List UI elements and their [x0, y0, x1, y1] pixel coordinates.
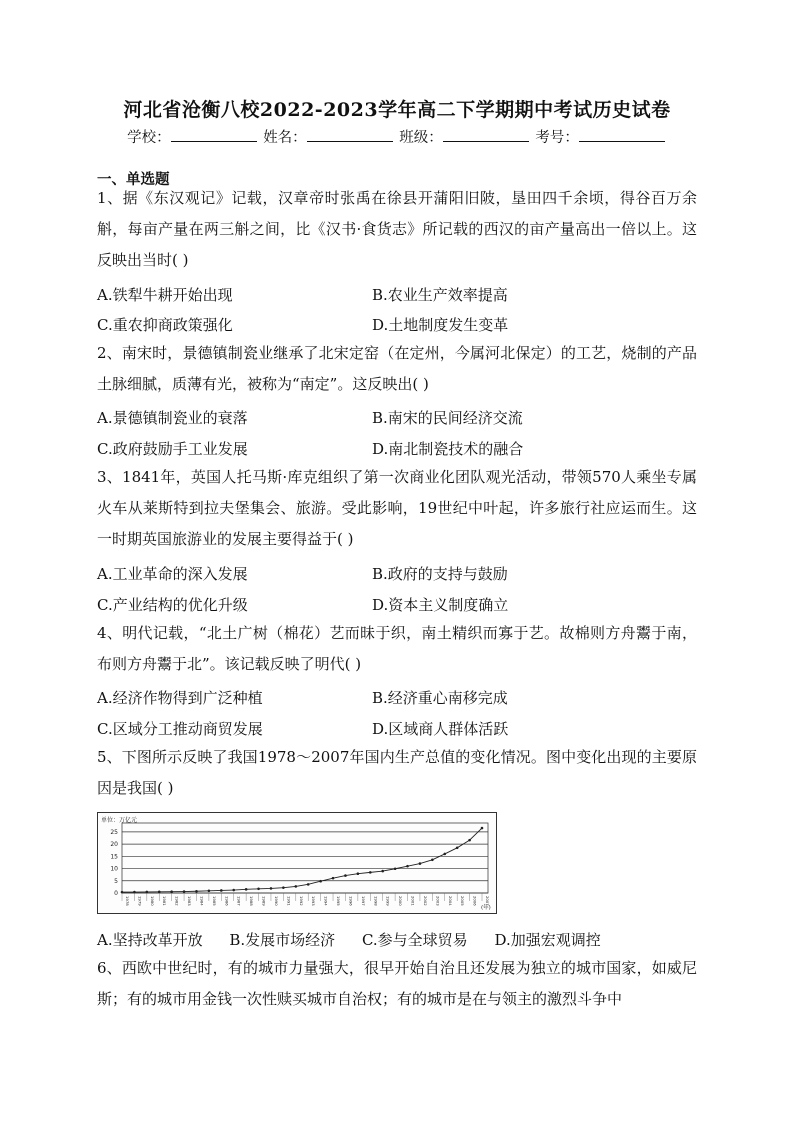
- question-1-option-a[interactable]: A.铁犁牛耕开始出现: [97, 286, 233, 304]
- chart-plot-frame: [122, 823, 488, 893]
- chart-x-tick-label: 2005: [460, 896, 466, 906]
- number-blank[interactable]: [579, 129, 665, 142]
- chart-data-point: [183, 890, 186, 893]
- student-info-line: [0, 126, 794, 147]
- question-4-option-c[interactable]: C.区域分工推动商贸发展: [97, 720, 263, 738]
- chart-y-tick-label: 5: [114, 877, 118, 885]
- gdp-chart-svg: [98, 813, 496, 913]
- question-2-stem: 2、南宋时，景德镇制瓷业继承了北宋定窑（在定州，今属河北保定）的工艺，烧制的产品土脉细腻，质薄有光，被称为“南定”。这反映出( ): [97, 344, 697, 393]
- chart-grid: [122, 823, 488, 893]
- number-label: 考号：: [535, 130, 579, 146]
- chart-data-point: [133, 891, 136, 894]
- chart-data-point: [381, 870, 384, 873]
- school-blank[interactable]: [171, 129, 257, 142]
- chart-y-tick-label: 20: [110, 841, 118, 849]
- question-3-options-row-2: [97, 594, 697, 618]
- chart-data-point: [419, 862, 422, 865]
- school-label: 学校：: [127, 130, 171, 146]
- chart-x-tick-label: 2007: [485, 896, 490, 906]
- question-1-options-row-1: [97, 284, 697, 308]
- question-2-options-row-1: [97, 407, 697, 431]
- question-2-option-d[interactable]: D.南北制瓷技术的融合: [372, 440, 524, 458]
- question-5-option-d[interactable]: D.加强宏观调控: [494, 931, 601, 949]
- chart-data-point: [208, 890, 211, 893]
- chart-y-tick-label: 15: [110, 853, 118, 861]
- chart-series: [121, 827, 484, 894]
- question-3-options-row-1: [97, 563, 697, 587]
- chart-x-tick-label: 1993: [311, 896, 317, 906]
- question-2-option-c[interactable]: C.政府鼓励手工业发展: [97, 440, 248, 458]
- chart-data-point: [468, 839, 471, 842]
- chart-x-tick-label: 1980: [149, 896, 155, 906]
- chart-x-tick-label: 2001: [410, 896, 416, 906]
- chart-x-tick-label: 1994: [323, 896, 329, 906]
- chart-data-point: [369, 871, 372, 874]
- chart-y-tick-label: 0: [114, 890, 118, 897]
- question-2-option-b[interactable]: B.南宋的民间经济交流: [372, 409, 523, 427]
- question-4-stem: 4、明代记载，“北土广树（棉花）艺而昧于织，南土精织而寡于艺。故棉则方舟鬻于南，布则方舟鬻于北”。该记载反映了明代( ): [97, 624, 697, 673]
- question-3-option-b[interactable]: B.政府的支持与鼓励: [372, 565, 508, 583]
- question-4-options-row-2: [97, 718, 697, 742]
- chart-x-tick-label: 1986: [224, 896, 230, 906]
- chart-x-tick-label: 2002: [422, 896, 428, 906]
- chart-data-point: [344, 874, 347, 877]
- chart-data-point: [357, 872, 360, 875]
- section-heading: 一、单选题: [97, 171, 170, 188]
- chart-data-point: [394, 867, 397, 870]
- class-blank[interactable]: [443, 129, 529, 142]
- chart-x-tick-label: 1983: [187, 896, 193, 906]
- chart-data-point: [319, 880, 322, 883]
- chart-x-tick-label: 1981: [162, 896, 168, 906]
- chart-x-tick-label: 1985: [211, 896, 217, 906]
- question-1-option-b[interactable]: B.农业生产效率提高: [372, 286, 508, 304]
- chart-x-tick-label: 1979: [137, 896, 143, 906]
- chart-y-tick-label: 25: [110, 828, 118, 836]
- chart-x-tick-label: 1997: [360, 896, 366, 906]
- question-5-options: [97, 929, 697, 950]
- chart-data-point: [307, 883, 310, 886]
- question-5-stem: 5、下图所示反映了我国1978～2007年国内生产总值的变化情况。图中变化出现的主要原因是我国( ): [97, 748, 697, 797]
- chart-data-point: [270, 887, 273, 890]
- question-6-stem: 6、西欧中世纪时，有的城市力量强大，很早开始自治且还发展为独立的城市国家，如威尼斯；有的城市用金钱一次性赎买城市自治权；有的城市是在与领主的激烈斗争中: [97, 959, 697, 1008]
- chart-y-axis-label: 单位：万亿元: [101, 817, 138, 824]
- chart-x-ticks: [122, 893, 490, 906]
- question-4-option-a[interactable]: A.经济作物得到广泛种植: [97, 689, 263, 707]
- chart-data-point: [481, 827, 484, 830]
- question-3-option-c[interactable]: C.产业结构的优化升级: [97, 596, 248, 614]
- chart-x-tick-label: 1978: [125, 896, 130, 906]
- chart-x-tick-label: 2000: [398, 896, 404, 906]
- chart-data-point: [220, 889, 223, 892]
- chart-data-point: [170, 890, 173, 893]
- chart-x-tick-label: 1992: [298, 896, 304, 906]
- chart-x-tick-label: 1999: [385, 896, 391, 906]
- chart-data-point: [195, 890, 198, 893]
- gdp-chart: [97, 812, 497, 914]
- chart-x-tick-label: 1988: [249, 896, 255, 906]
- chart-data-point: [121, 891, 124, 894]
- chart-x-tick-label: 1990: [273, 896, 279, 906]
- name-label: 姓名：: [263, 130, 307, 146]
- chart-x-tick-label: 2006: [472, 896, 478, 906]
- chart-y-ticks: [110, 829, 118, 897]
- question-2-options-row-2: [97, 438, 697, 462]
- class-label: 班级：: [399, 130, 443, 146]
- question-4-option-d[interactable]: D.区域商人群体活跃: [372, 720, 509, 738]
- question-1-option-d[interactable]: D.土地制度发生变革: [372, 316, 509, 334]
- question-1-stem: 1、据《东汉观记》记载，汉章帝时张禹在徐县开蒲阳旧陂，垦田四千余顷，得谷百万余斛，每亩产量在两三斛之间，比《汉书·食货志》所记载的西汉的亩产量高出一倍以上。这反映出当时( ): [97, 189, 697, 269]
- chart-x-tick-label: 1989: [261, 896, 267, 906]
- chart-data-point: [456, 847, 459, 850]
- question-3-option-a[interactable]: A.工业革命的深入发展: [97, 565, 248, 583]
- chart-x-tick-label: 1996: [348, 896, 354, 906]
- question-4-options-row-1: [97, 687, 697, 711]
- chart-x-tick-label: 1987: [236, 896, 242, 906]
- chart-data-point: [282, 886, 285, 889]
- chart-x-tick-label: 1982: [174, 896, 180, 906]
- chart-x-tick-label: 1998: [373, 896, 379, 906]
- chart-data-point: [232, 889, 235, 892]
- chart-data-point: [257, 888, 260, 891]
- question-2-option-a[interactable]: A.景德镇制瓷业的衰落: [97, 409, 248, 427]
- question-5-option-c[interactable]: C.参与全球贸易: [361, 931, 468, 949]
- chart-data-point: [431, 859, 434, 862]
- chart-data-point: [443, 853, 446, 856]
- chart-data-point: [245, 888, 248, 891]
- question-4-option-b[interactable]: B.经济重心南移完成: [372, 689, 508, 707]
- chart-x-tick-label: 1984: [199, 896, 205, 906]
- chart-x-tick-label: 1991: [286, 896, 292, 906]
- chart-y-tick-label: 10: [110, 865, 118, 873]
- question-1-options-row-2: [97, 314, 697, 338]
- chart-x-tick-label: 2003: [435, 896, 441, 906]
- chart-x-tick-label: 1995: [336, 896, 342, 906]
- name-blank[interactable]: [307, 129, 393, 142]
- chart-data-point: [146, 891, 149, 894]
- chart-data-point: [158, 891, 161, 894]
- question-5-option-a[interactable]: A.坚持改革开放: [97, 931, 203, 949]
- question-5-option-b[interactable]: B.发展市场经济: [229, 931, 336, 949]
- question-3-option-d[interactable]: D.资本主义制度确立: [372, 596, 509, 614]
- exam-title: 河北省沧衡八校2022-2023学年高二下学期期中考试历史试卷: [123, 99, 671, 121]
- chart-series-line: [122, 828, 482, 892]
- chart-data-point: [294, 885, 297, 888]
- chart-x-unit-label: (年): [481, 905, 491, 911]
- question-3-stem: 3、1841年，英国人托马斯·库克组织了第一次商业化团队观光活动，带领570人乘坐专属火车从莱斯特到拉夫堡集会、旅游。受此影响，19世纪中叶起，许多旅行社应运而生。这一时期英国旅游业的发展主要得益于( ): [97, 468, 697, 548]
- question-1-option-c[interactable]: C.重农抑商政策强化: [97, 316, 233, 334]
- chart-x-tick-label: 2004: [447, 896, 453, 906]
- chart-data-point: [406, 865, 409, 868]
- chart-data-point: [332, 877, 335, 880]
